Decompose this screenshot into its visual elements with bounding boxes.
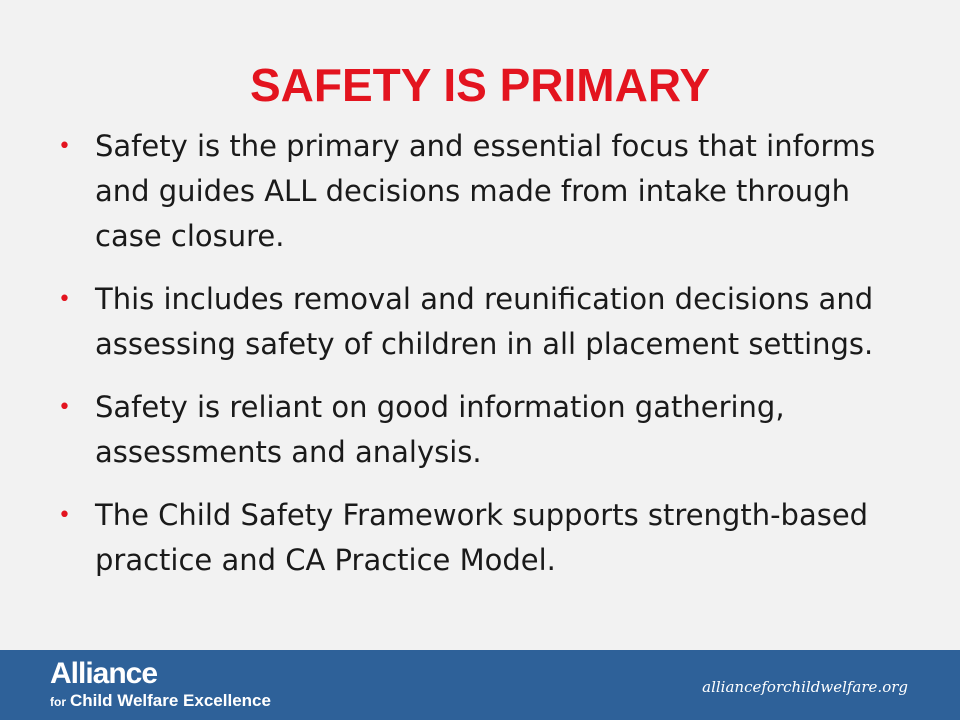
logo-main-text: Alliance: [50, 657, 158, 690]
bullet-text: The Child Safety Framework supports strength-based practice and CA Practice Model.: [95, 498, 869, 577]
bullet-text: This includes removal and reunification decisions and assessing safety of children in all placement settings.: [95, 282, 874, 361]
bullet-list: [58, 124, 908, 601]
bullet-text: Safety is the primary and essential focus that informs and guides ALL decisions made from intake through case closure.: [95, 129, 876, 253]
footer-bar: [0, 650, 960, 720]
bullet-dot-icon: •: [58, 134, 71, 159]
logo-for-text: for: [50, 695, 66, 709]
website-url: allianceforchildwelfare.org: [702, 678, 908, 696]
bullet-item: [58, 385, 908, 475]
bullet-dot-icon: •: [58, 503, 71, 528]
bullet-item: [58, 124, 908, 259]
bullet-dot-icon: •: [58, 395, 71, 420]
bullet-item: [58, 493, 908, 583]
bullet-text: Safety is reliant on good information gathering, assessments and analysis.: [95, 390, 785, 469]
bullet-dot-icon: •: [58, 287, 71, 312]
bullet-item: [58, 277, 908, 367]
alliance-logo: [50, 658, 271, 712]
slide-title: SAFETY IS PRIMARY: [249, 59, 711, 111]
logo-sub-text: Child Welfare Excellence: [70, 691, 271, 710]
logo-sub-line: [50, 691, 271, 712]
